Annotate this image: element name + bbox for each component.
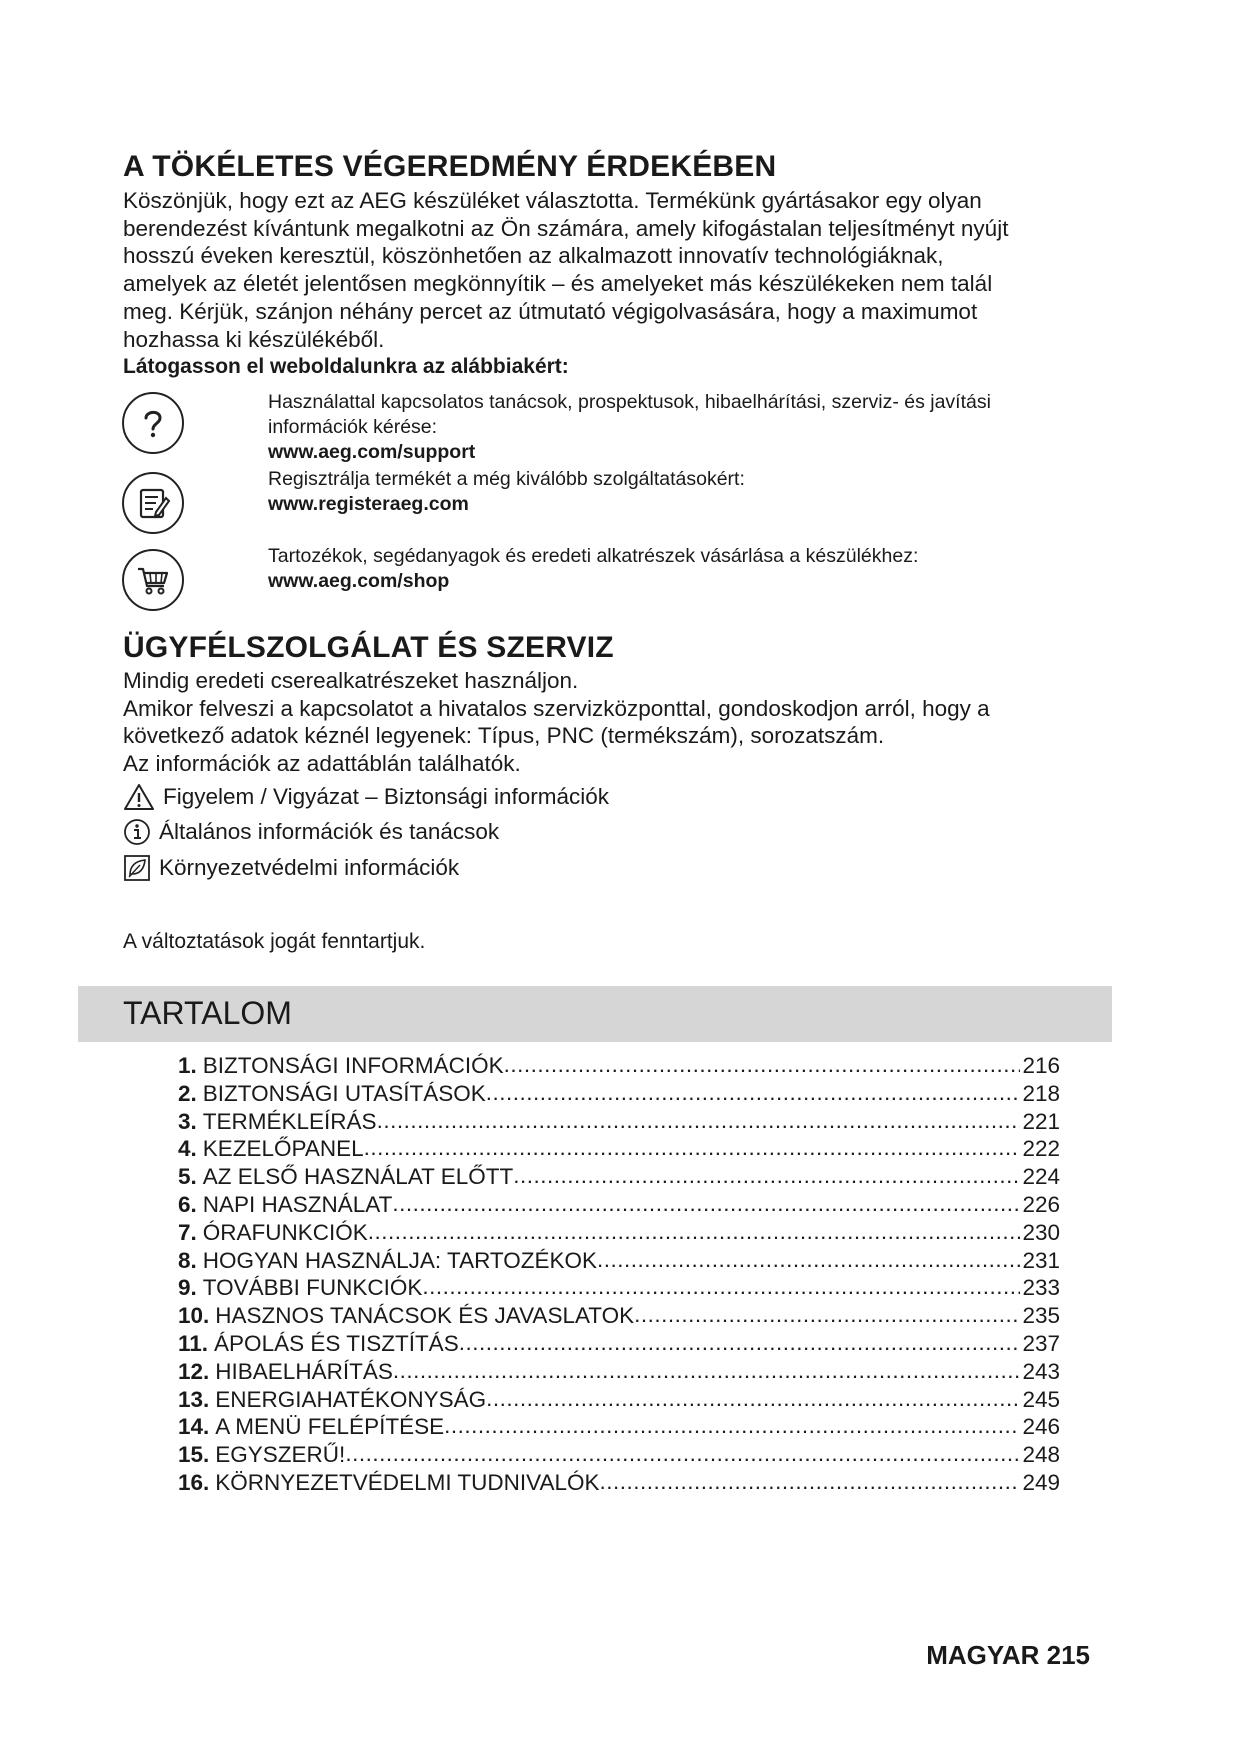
toc-leader	[444, 1413, 1020, 1439]
toc-entry-label: A MENÜ FELÉPÍTÉSE	[215, 1414, 445, 1440]
toc-entry-page: 224	[1022, 1164, 1060, 1190]
toc-entry[interactable]	[178, 1331, 1060, 1359]
support-link-block	[268, 390, 1128, 465]
toc-leader	[422, 1274, 1020, 1300]
toc-list	[178, 1053, 1060, 1498]
toc-entry[interactable]	[178, 1136, 1060, 1164]
register-url[interactable]: www.registeraeg.com	[268, 493, 469, 515]
toc-leader	[634, 1302, 1020, 1328]
support-url[interactable]: www.aeg.com/support	[268, 441, 476, 463]
service-paragraph	[123, 667, 1123, 778]
toc-entry-label: KEZELŐPANEL	[202, 1136, 364, 1162]
intro-title: A TÖKÉLETES VÉGEREDMÉNY ÉRDEKÉBEN	[123, 150, 777, 183]
toc-leader	[393, 1358, 1021, 1384]
toc-leader	[364, 1135, 1021, 1161]
toc-leader	[345, 1441, 1020, 1467]
toc-entry-label: TERMÉKLEÍRÁS	[202, 1108, 377, 1134]
environment-icon	[123, 854, 151, 882]
register-text: Regisztrálja termékét a még kiválóbb szolgáltatásokért:	[268, 468, 745, 490]
page-footer	[926, 1640, 1090, 1671]
service-line: Az információk az adattáblán találhatók.	[123, 751, 521, 777]
toc-entry[interactable]	[178, 1275, 1060, 1303]
toc-entry[interactable]	[178, 1470, 1060, 1498]
legend-environment	[123, 854, 459, 882]
question-icon	[122, 392, 184, 454]
intro-line: Köszönjük, hogy ezt az AEG készüléket választotta. Termékünk gyártásakor egy olyan	[123, 188, 982, 213]
legend-warning-label: Figyelem / Vigyázat – Biztonsági információk	[163, 784, 610, 809]
toc-entry-label: ÓRAFUNKCIÓK	[202, 1219, 368, 1245]
intro-line: berendezést kívántunk megalkotni az Ön számára, amely kifogástalan teljesítményt nyújt	[123, 215, 1009, 241]
toc-entry-number: 5.	[178, 1164, 197, 1190]
register-link-block	[268, 467, 1128, 517]
toc-entry-number: 2.	[178, 1080, 197, 1106]
warning-icon	[123, 783, 155, 811]
toc-leader	[392, 1191, 1020, 1217]
toc-entry-page: 230	[1022, 1219, 1060, 1245]
toc-entry[interactable]	[178, 1442, 1060, 1470]
toc-entry-page: 235	[1022, 1303, 1060, 1329]
toc-entry-label: ÁPOLÁS ÉS TISZTÍTÁS	[214, 1330, 459, 1356]
toc-entry-label: HASZNOS TANÁCSOK ÉS JAVASLATOK	[215, 1303, 635, 1329]
toc-entry-number: 13.	[178, 1386, 210, 1412]
shop-text: Tartozékok, segédanyagok és eredeti alkatrészek vásárlása a készülékhez:	[268, 545, 919, 567]
toc-entry[interactable]	[178, 1164, 1060, 1192]
toc-entry-label: NAPI HASZNÁLAT	[202, 1191, 393, 1217]
toc-leader	[486, 1080, 1021, 1106]
intro-line: hosszú éveken keresztül, köszönhetően az alkalmazott innovatív technológiáknak,	[123, 243, 944, 269]
toc-leader	[597, 1247, 1020, 1273]
footer-page-number: 215	[1046, 1640, 1090, 1670]
toc-entry-page: 218	[1022, 1080, 1060, 1106]
toc-entry-label: BIZTONSÁGI UTASÍTÁSOK	[202, 1080, 486, 1106]
shop-link-block	[268, 544, 1128, 594]
intro-paragraph	[123, 187, 1123, 353]
toc-entry-page: 248	[1022, 1442, 1060, 1468]
toc-entry-page: 221	[1022, 1108, 1060, 1134]
toc-leader	[504, 1052, 1021, 1078]
toc-entry[interactable]	[178, 1220, 1060, 1248]
toc-entry-label: AZ ELSŐ HASZNÁLAT ELŐTT	[202, 1164, 514, 1190]
toc-entry-number: 10.	[178, 1303, 210, 1329]
visit-label: Látogasson el weboldalunkra az alábbiakért:	[123, 355, 569, 378]
footer-language: MAGYAR	[926, 1640, 1040, 1670]
toc-entry-page: 233	[1022, 1275, 1060, 1301]
toc-entry-page: 222	[1022, 1136, 1060, 1162]
shop-url[interactable]: www.aeg.com/shop	[268, 570, 450, 592]
toc-leader	[513, 1163, 1020, 1189]
toc-entry-page: 237	[1022, 1330, 1060, 1356]
toc-entry-number: 15.	[178, 1442, 210, 1468]
toc-leader	[600, 1469, 1021, 1495]
intro-line: hozhassa ki készülékéből.	[123, 326, 385, 352]
toc-entry-label: BIZTONSÁGI INFORMÁCIÓK	[202, 1053, 504, 1078]
toc-entry[interactable]	[178, 1192, 1060, 1220]
toc-entry[interactable]	[178, 1109, 1060, 1137]
toc-entry[interactable]	[178, 1248, 1060, 1276]
toc-entry-label: ENERGIAHATÉKONYSÁG	[215, 1386, 487, 1412]
toc-entry-number: 11.	[178, 1330, 209, 1356]
toc-entry-number: 3.	[178, 1108, 197, 1134]
register-icon	[122, 472, 184, 534]
legend-environment-label: Környezetvédelmi információk	[159, 855, 460, 880]
toc-leader	[459, 1330, 1021, 1356]
toc-entry[interactable]	[178, 1359, 1060, 1387]
toc-entry-page: 216	[1022, 1053, 1060, 1078]
legend-info	[123, 818, 499, 846]
toc-entry[interactable]	[178, 1303, 1060, 1331]
toc-entry-label: HIBAELHÁRÍTÁS	[215, 1358, 393, 1384]
toc-entry-number: 16.	[178, 1469, 210, 1495]
toc-entry-number: 4.	[178, 1136, 197, 1162]
toc-entry-page: 246	[1022, 1414, 1060, 1440]
service-line: Mindig eredeti cserealkatrészeket használjon.	[123, 668, 579, 693]
legend-warning	[123, 783, 609, 811]
toc-entry-page: 245	[1022, 1386, 1060, 1412]
info-icon	[123, 818, 151, 846]
service-line: Amikor felveszi a kapcsolatot a hivatalos szervizközponttal, gondoskodjon arról, hogy a	[123, 695, 990, 721]
shopping-cart-icon	[122, 549, 184, 611]
toc-entry-number: 1.	[178, 1053, 197, 1078]
toc-leader	[368, 1219, 1021, 1245]
service-line: következő adatok kéznél legyenek: Típus, PNC (termékszám), sorozatszám.	[123, 723, 885, 749]
toc-entry-number: 9.	[178, 1275, 197, 1301]
support-text: információk kérése:	[268, 416, 438, 438]
intro-line: meg. Kérjük, szánjon néhány percet az útmutató végigolvasására, hogy a maximumot	[123, 298, 978, 324]
intro-line: amelyek az életét jelentősen megkönnyítik – és amelyeket más készülékeken nem talál	[123, 271, 993, 297]
toc-entry-page: 231	[1022, 1247, 1060, 1273]
toc-entry-page: 243	[1022, 1358, 1060, 1384]
toc-entry[interactable]	[178, 1081, 1060, 1109]
support-text: Használattal kapcsolatos tanácsok, prospektusok, hibaelhárítási, szerviz- és javítási	[268, 391, 991, 413]
toc-entry-number: 14.	[178, 1414, 210, 1440]
toc-entry-page: 226	[1022, 1191, 1060, 1217]
toc-entry-label: EGYSZERŰ!	[215, 1442, 346, 1468]
service-title: ÜGYFÉLSZOLGÁLAT ÉS SZERVIZ	[123, 631, 614, 664]
toc-entry-number: 8.	[178, 1247, 197, 1273]
toc-title: TARTALOM	[123, 995, 292, 1031]
toc-entry-page: 249	[1022, 1469, 1060, 1495]
toc-entry-label: TOVÁBBI FUNKCIÓK	[202, 1275, 423, 1301]
toc-entry-label: HOGYAN HASZNÁLJA: TARTOZÉKOK	[202, 1247, 598, 1273]
rights-notice: A változtatások jogát fenntartjuk.	[123, 930, 426, 953]
toc-entry[interactable]	[178, 1414, 1060, 1442]
toc-entry-label: KÖRNYEZETVÉDELMI TUDNIVALÓK	[215, 1469, 600, 1495]
toc-entry[interactable]	[178, 1053, 1060, 1081]
toc-leader	[486, 1386, 1020, 1412]
toc-entry-number: 6.	[178, 1191, 197, 1217]
toc-leader	[377, 1108, 1021, 1134]
toc-entry[interactable]	[178, 1387, 1060, 1415]
toc-entry-number: 7.	[178, 1219, 197, 1245]
legend-info-label: Általános információk és tanácsok	[159, 819, 500, 844]
toc-entry-number: 12.	[178, 1358, 210, 1384]
